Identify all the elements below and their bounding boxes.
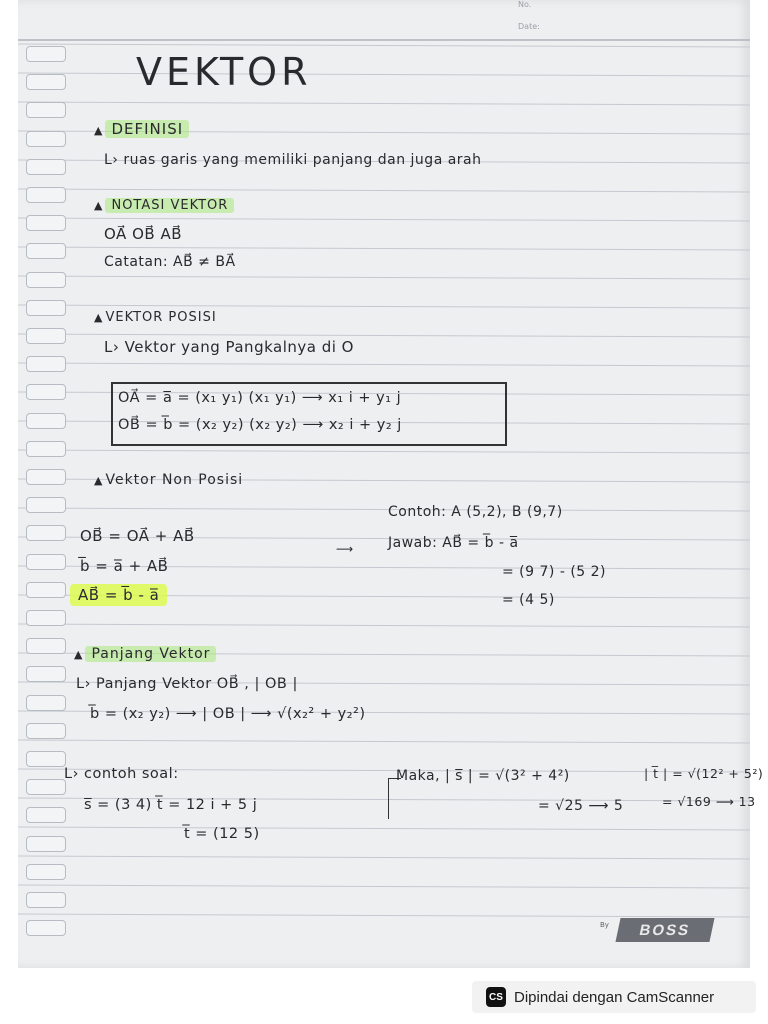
- notebook-page: [18, 0, 764, 968]
- notasi-vectors: OA⃗ OB⃗ AB⃗: [104, 225, 182, 243]
- binder-hole: [26, 215, 66, 231]
- definisi-text: L› ruas garis yang memiliki panjang dan juga arah: [104, 152, 482, 168]
- triangle-icon: ▲: [94, 311, 104, 324]
- camscanner-text: Dipindai dengan CamScanner: [514, 988, 715, 1006]
- binder-hole: [26, 159, 66, 175]
- binder-hole: [26, 74, 66, 90]
- binder-hole: [26, 356, 66, 372]
- panjang-heading: [74, 646, 216, 662]
- posisi-text: L› Vektor yang Pangkalnya di O: [104, 338, 354, 356]
- binder-hole: [26, 328, 66, 344]
- brand-by: By: [600, 921, 609, 929]
- binder-hole: [26, 554, 66, 570]
- arrow-icon: ⟶: [336, 542, 354, 556]
- contoh-text: Contoh: A (5,2), B (9,7): [388, 504, 563, 520]
- bracket-line: [388, 778, 401, 819]
- binder-hole: [26, 187, 66, 203]
- notasi-heading: [94, 198, 234, 213]
- binder-hole: [26, 751, 66, 767]
- notasi-heading-text: NOTASI VEKTOR: [105, 198, 234, 213]
- binder-hole: [26, 864, 66, 880]
- t-length-result: = √169 ⟶ 13: [662, 794, 756, 809]
- posisi-heading-text: VEKTOR POSISI: [105, 310, 217, 325]
- jawab-text: Jawab: AB⃗ = b̅ - a̅: [388, 535, 519, 551]
- non-posisi-eq-1: OB⃗ = OA⃗ + AB⃗: [80, 527, 195, 545]
- panjang-formula: b̅ = (x₂ y₂) ⟶ | OB | ⟶ √(x₂² + y₂²): [90, 706, 366, 722]
- binder-hole: [26, 525, 66, 541]
- binder-hole: [26, 892, 66, 908]
- binder-hole: [26, 441, 66, 457]
- triangle-icon: ▲: [94, 124, 104, 137]
- triangle-icon: ▲: [74, 648, 84, 661]
- notasi-catatan: Catatan: AB⃗ ≠ BA⃗: [104, 254, 236, 270]
- highlighted-formula: AB⃗ = b̅ - a̅: [70, 584, 167, 606]
- contoh-soal-t: t̅ = (12 5): [184, 826, 260, 842]
- binder-hole: [26, 723, 66, 739]
- jawab-step-1: = (9 7) - (5 2): [502, 564, 607, 580]
- panjang-heading-text: Panjang Vektor: [85, 646, 216, 662]
- jawab-step-2: = (4 5): [502, 592, 555, 608]
- definisi-heading: [94, 120, 189, 138]
- brand-logo: BOSS: [615, 918, 714, 942]
- maka-result: = √25 ⟶ 5: [538, 798, 624, 814]
- binder-hole: [26, 666, 66, 682]
- binder-hole: [26, 131, 66, 147]
- binder-hole: [26, 384, 66, 400]
- no-label: No.: [518, 0, 532, 9]
- date-label: Date:: [518, 22, 540, 31]
- binder-hole: [26, 638, 66, 654]
- posisi-row-1: OA⃗ = a̅ = (x₁ y₁) (x₁ y₁) ⟶ x₁ i + y₁ j: [118, 390, 402, 406]
- binder-hole: [26, 920, 66, 936]
- binder-hole: [26, 469, 66, 485]
- binder-hole: [26, 413, 66, 429]
- t-length: | t̅ | = √(12² + 5²): [644, 766, 764, 781]
- binder-hole: [26, 243, 66, 259]
- posisi-heading: [94, 310, 217, 325]
- binder-hole: [26, 300, 66, 316]
- camscanner-logo-icon: CS: [486, 987, 506, 1007]
- binder-hole: [26, 582, 66, 598]
- non-posisi-heading-text: Vektor Non Posisi: [105, 472, 244, 488]
- definisi-heading-text: DEFINISI: [105, 120, 189, 138]
- contoh-soal-label: L› contoh soal:: [64, 766, 179, 782]
- binder-hole: [26, 102, 66, 118]
- non-posisi-eq-3: [70, 586, 167, 604]
- binder-hole: [26, 497, 66, 513]
- maka-text: Maka, | s̅ | = √(3² + 4²): [396, 768, 570, 784]
- binder-hole: [26, 46, 66, 62]
- page-title: VEKTOR: [136, 50, 312, 94]
- binder-hole: [26, 779, 66, 795]
- contoh-soal-s: s̅ = (3 4) t̅ = 12 i + 5 j: [84, 797, 258, 813]
- triangle-icon: ▲: [94, 199, 104, 212]
- posisi-row-2: OB⃗ = b̅ = (x₂ y₂) (x₂ y₂) ⟶ x₂ i + y₂ j: [118, 417, 402, 433]
- binder-hole: [26, 272, 66, 288]
- non-posisi-eq-2: b̅ = a̅ + AB⃗: [80, 557, 169, 575]
- binder-hole: [26, 807, 66, 823]
- triangle-icon: ▲: [94, 474, 104, 487]
- binder-hole: [26, 610, 66, 626]
- panjang-text: L› Panjang Vektor OB⃗ , | OB |: [76, 676, 298, 692]
- non-posisi-heading: [94, 472, 243, 488]
- camscanner-watermark: [472, 981, 756, 1013]
- binder-hole: [26, 836, 66, 852]
- binder-hole: [26, 695, 66, 711]
